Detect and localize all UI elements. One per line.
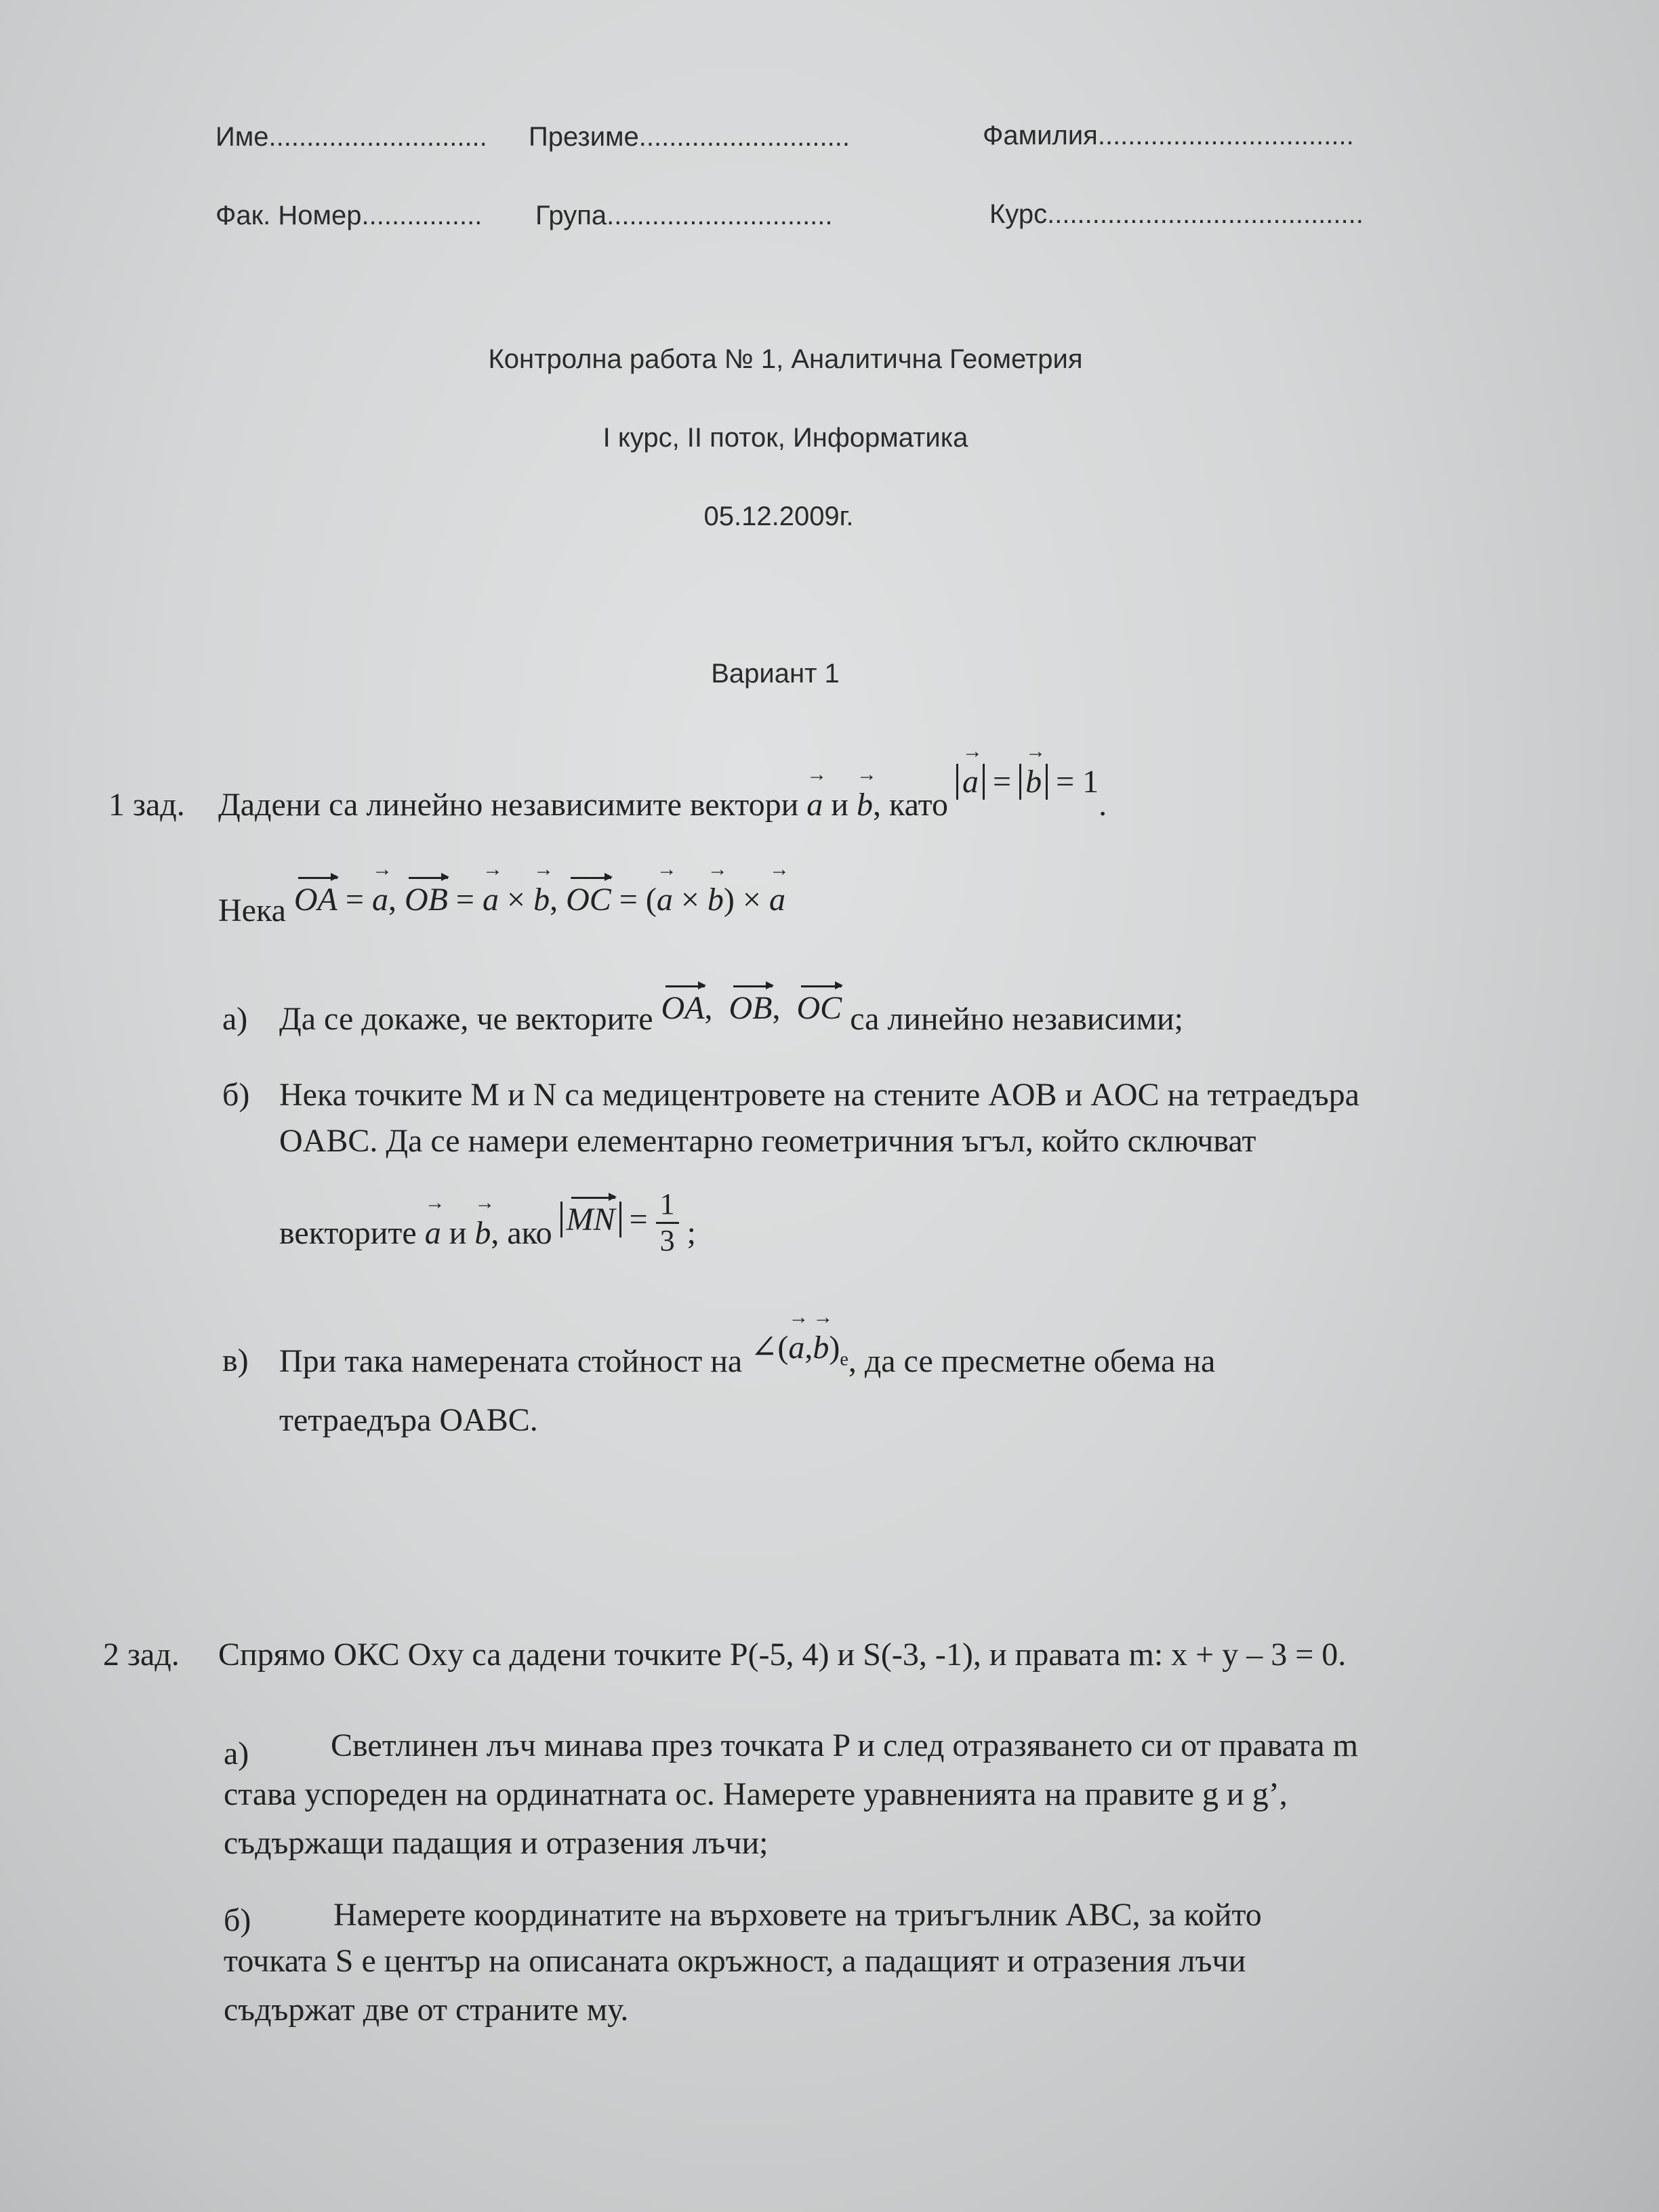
- task2b-line1: Намерете координатите на върховете на триъгълник ABC, за който: [333, 1897, 1262, 1933]
- task1v-label: в): [222, 1343, 249, 1378]
- task2a-label: а): [224, 1736, 249, 1771]
- task1b-line3: векторите → a и → b, ако MN = $\frac{1}{3}$ ;: [279, 1201, 696, 1271]
- exam-date: 05.12.2009г.: [703, 501, 854, 531]
- course-field: Курс..........................................: [989, 199, 1364, 229]
- task1a-label: а): [222, 1001, 248, 1037]
- exam-title: Контролна работа № 1, Аналитична Геометрия: [488, 344, 1083, 374]
- name-field: Име.............................: [216, 122, 487, 152]
- vector-b: → b: [857, 786, 873, 823]
- task1v-line2: тетраедъра OABC.: [279, 1402, 538, 1438]
- variant-label: Вариант 1: [711, 659, 840, 689]
- task2b-line2: точката S е център на описаната окръжност, а падащият и отразения лъчи: [224, 1943, 1246, 1979]
- task2a-line1: Светлинен лъч минава през точката P и след отразяването си от правата m: [331, 1727, 1358, 1763]
- group-field: Група..............................: [535, 201, 833, 230]
- task1b-label: б): [222, 1077, 250, 1113]
- task2b-line3: съдържат две от страните му.: [224, 1992, 629, 2028]
- task1b-line2: OABC. Да се намери елементарно геометричния ъгъл, който сключват: [279, 1123, 1256, 1159]
- faculty-number-field: Фак. Номер................: [216, 201, 483, 230]
- task1-label: 1 зад.: [108, 787, 185, 823]
- task2a-line2: става успореден на ординатната ос. Намерете уравненията на правите g и g’,: [224, 1776, 1288, 1812]
- task1a-text: Да се докаже, че векторите OA, OB, OC са линейно независими;: [279, 990, 1183, 1037]
- exam-subtitle: I курс, II поток, Информатика: [602, 423, 968, 453]
- task1-definitions: Нека OA = → a, OB = → a × → b, OC = (→ a × → b) × → a: [218, 892, 785, 929]
- vector-a: → a: [806, 786, 823, 823]
- task1v-text: При така намерената стойност на ∠(→ $a,\to b)_e$, да се пресметне обема на: [279, 1342, 1215, 1385]
- task2-label: 2 зад.: [103, 1637, 180, 1673]
- surname-field: Фамилия..................................: [983, 121, 1354, 150]
- task2b-label: б): [224, 1902, 251, 1938]
- middle-name-field: Презиме............................: [529, 122, 850, 152]
- task2-statement: Спрямо ОКС Oxy са дадени точките P(-5, 4) и S(-3, -1), и правата m: x + y – 3 = 0.: [218, 1637, 1347, 1673]
- task1-statement: Дадени са линейно независимите вектори → a и → b, като → a = → b = 1.: [218, 786, 1107, 823]
- task1b-line1: Нека точките M и N са медицентровете на стените AOB и AOC на тетраедъра: [279, 1077, 1359, 1113]
- norm-condition: → a = → b = 1: [956, 764, 1099, 800]
- task2a-line3: съдържащи падащия и отразения лъчи;: [224, 1825, 769, 1861]
